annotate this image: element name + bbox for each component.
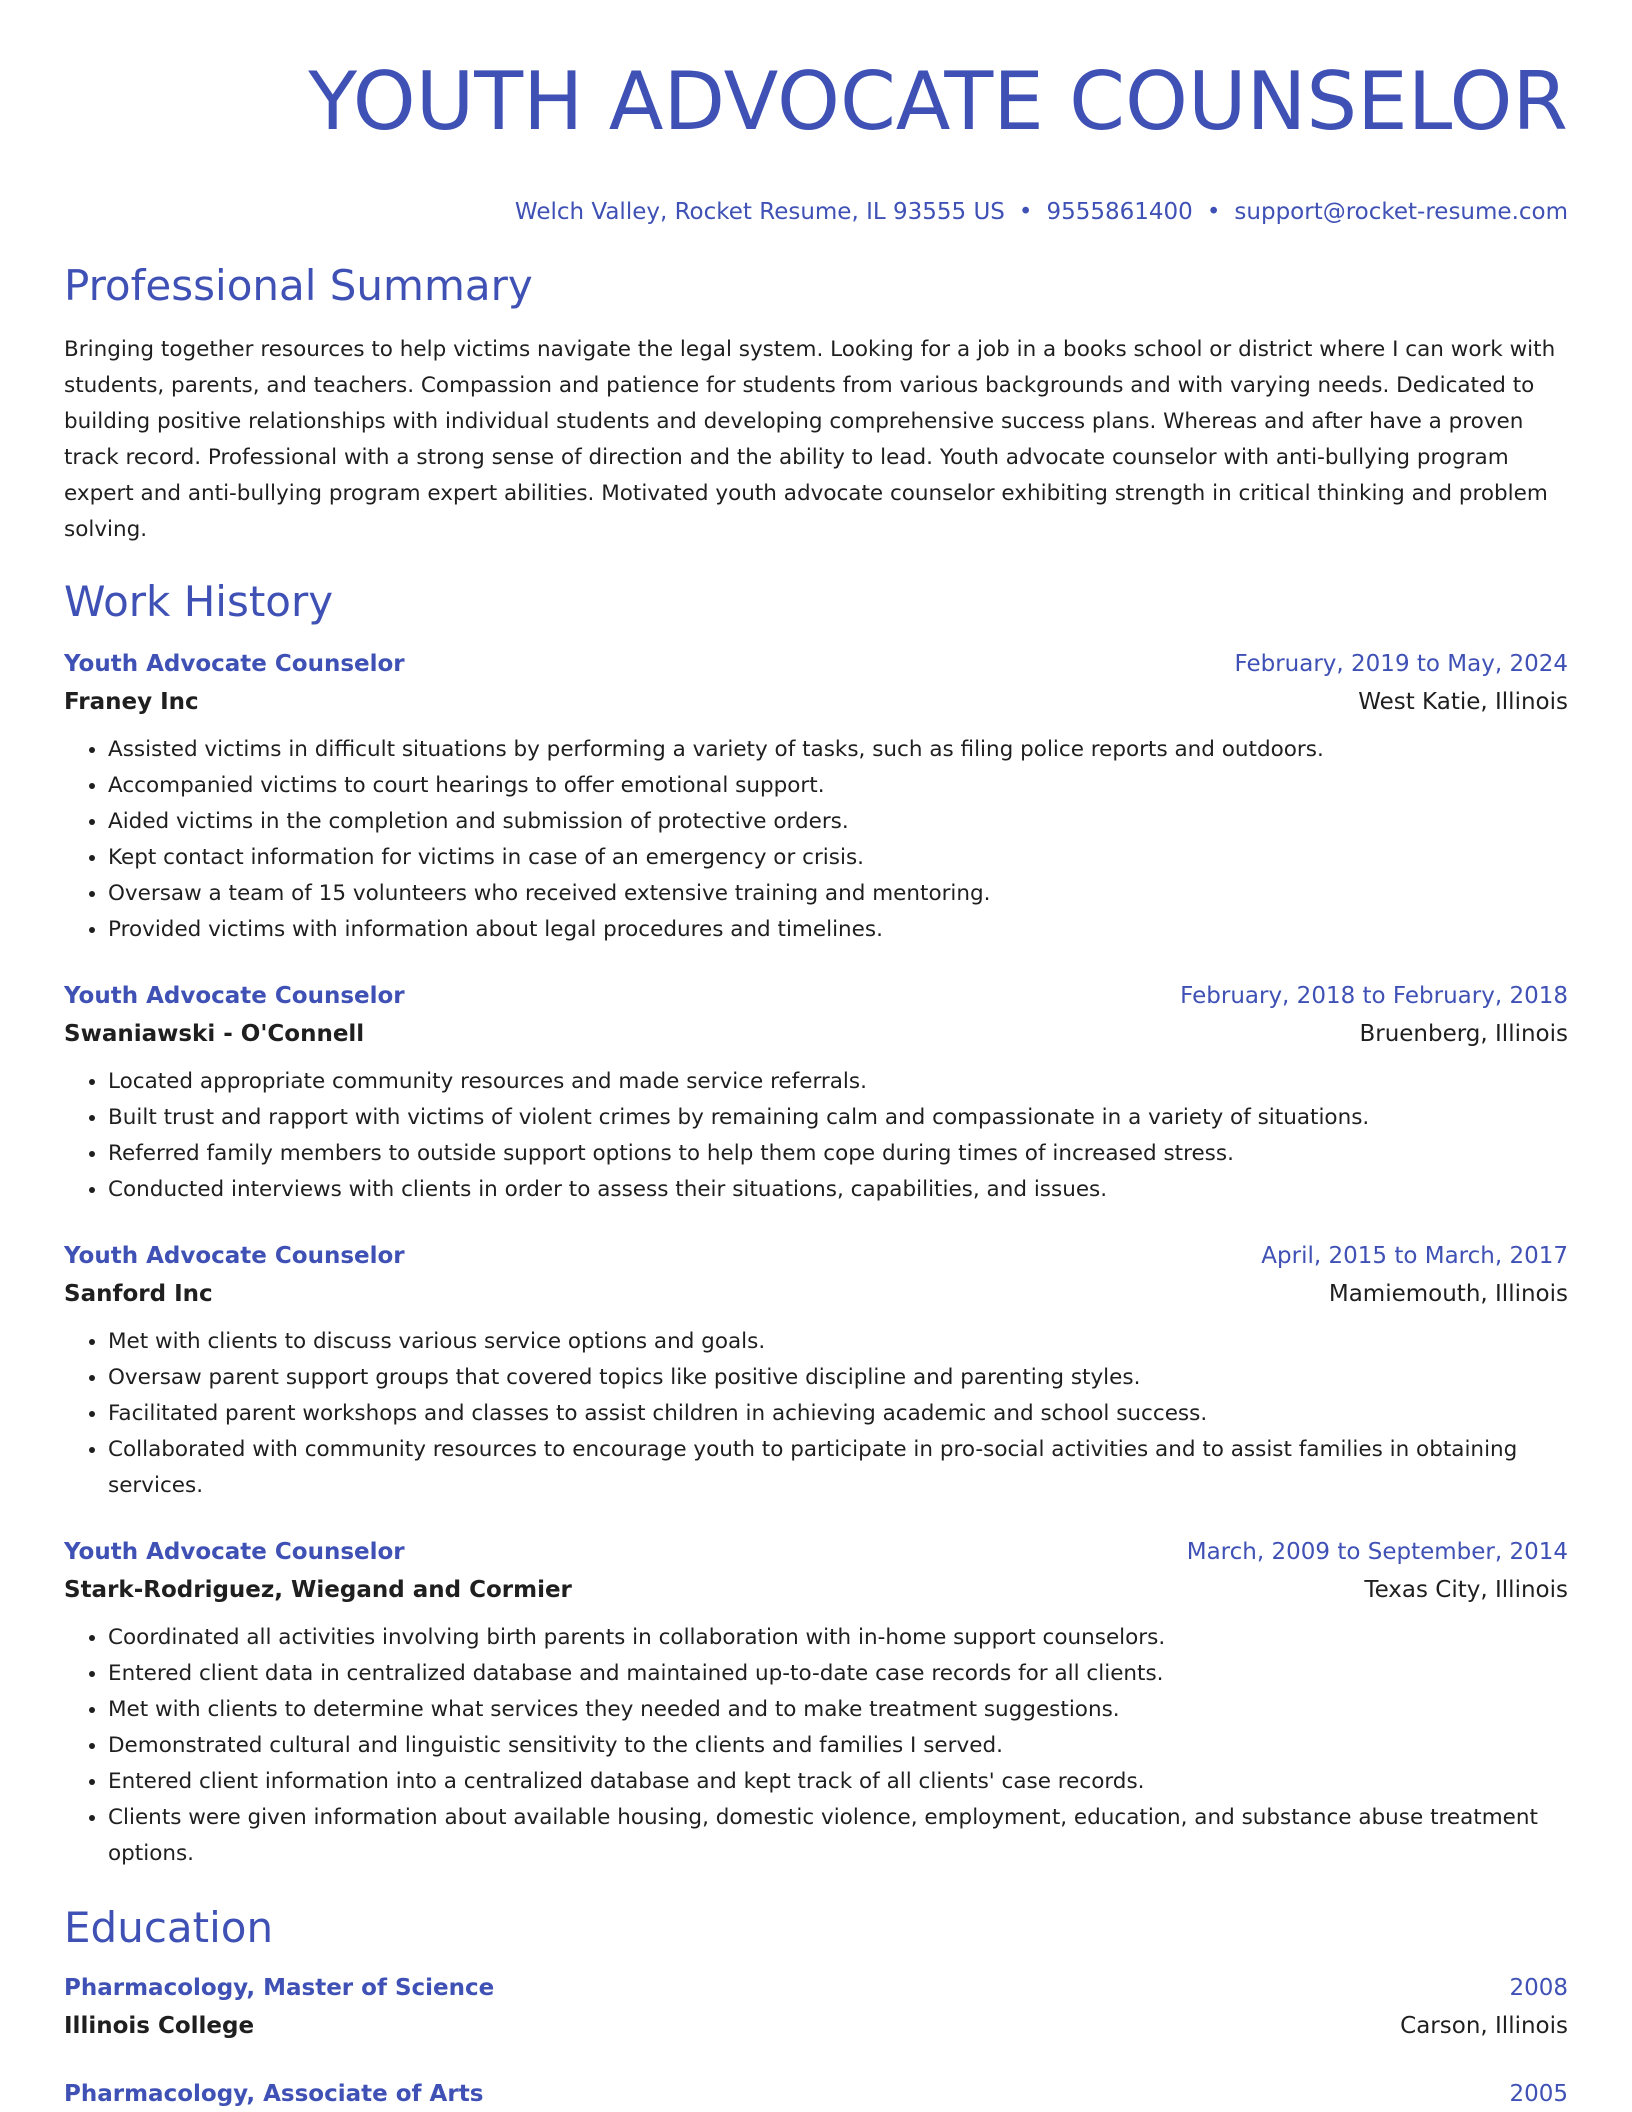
contact-email: support@rocket-resume.com bbox=[1234, 199, 1568, 225]
job-title: Youth Advocate Counselor bbox=[64, 983, 405, 1009]
work-history-heading: Work History bbox=[64, 577, 334, 626]
education-degree-row bbox=[64, 1970, 1568, 2006]
job-bullet: • Located appropriate community resources and made service referrals. bbox=[108, 1064, 1568, 1100]
job-bullet: • Oversaw a team of 15 volunteers who received extensive training and mentoring. bbox=[108, 876, 1568, 912]
job-company: Stark-Rodriguez, Wiegand and Cormier bbox=[64, 1577, 572, 1603]
job-bullet: • Aided victims in the completion and submission of protective orders. bbox=[108, 804, 1568, 840]
job-location: Mamiemouth, Illinois bbox=[1328, 1281, 1568, 1307]
contact-phone: 9555861400 bbox=[1046, 199, 1193, 225]
job-bullet: • Assisted victims in difficult situations by performing a variety of tasks, such as filing police reports and outdoors. bbox=[108, 732, 1568, 768]
job-company-row bbox=[64, 1274, 1568, 1314]
contact-address: Welch Valley, Rocket Resume, IL 93555 US bbox=[514, 199, 1005, 225]
job-bullet: • Clients were given information about available housing, domestic violence, employment, education, and substance abuse treatment options. bbox=[108, 1800, 1568, 1872]
job-bullet: • Demonstrated cultural and linguistic sensitivity to the clients and families I served. bbox=[108, 1728, 1568, 1764]
job-dates: March, 2009 to September, 2014 bbox=[1186, 1539, 1568, 1565]
education-school: Illinois College bbox=[64, 2013, 255, 2039]
job-company-row bbox=[64, 682, 1568, 722]
education-degree: Pharmacology, Master of Science bbox=[64, 1975, 495, 2001]
job-title-row bbox=[64, 1238, 1568, 1274]
job-title-row bbox=[64, 1534, 1568, 1570]
job-company: Sanford Inc bbox=[64, 1281, 213, 1307]
candidate-name: YOUTH ADVOCATE COUNSELOR bbox=[308, 55, 1568, 148]
education-location: Carson, Illinois bbox=[1400, 2013, 1568, 2039]
job-entry bbox=[64, 1238, 1568, 1504]
job-bullet: • Collaborated with community resources to encourage youth to participate in pro-social activities and to assist families in obtaining services. bbox=[108, 1432, 1568, 1504]
job-dates: April, 2015 to March, 2017 bbox=[1261, 1243, 1568, 1269]
job-title-row bbox=[64, 646, 1568, 682]
job-bullet: • Referred family members to outside support options to help them cope during times of increased stress. bbox=[108, 1136, 1568, 1172]
summary-heading: Professional Summary bbox=[64, 261, 533, 310]
job-entry bbox=[64, 646, 1568, 948]
job-company-row bbox=[64, 1570, 1568, 1610]
summary-text: Bringing together resources to help victims navigate the legal system. Looking for a job in a books school or district where I can work with students, parents, and teachers. Compassion and patience for students from various backgrounds and with varying needs. Dedicated to building positive relationships with individual students and developing comprehensive success plans. Whereas and after have a proven track record. Professional with a strong sense of direction and the ability to lead. Youth advocate counselor with anti-bullying program expert and anti-bullying program expert abilities. Motivated youth advocate counselor exhibiting strength in critical thinking and problem solving. bbox=[64, 337, 1556, 542]
job-company: Swaniawski - O'Connell bbox=[64, 1021, 365, 1047]
job-bullet: • Accompanied victims to court hearings to offer emotional support. bbox=[108, 768, 1568, 804]
job-dates: February, 2018 to February, 2018 bbox=[1180, 983, 1568, 1009]
education-entry bbox=[64, 2076, 1568, 2112]
contact-separator: • bbox=[1206, 199, 1221, 225]
job-bullet: • Met with clients to discuss various service options and goals. bbox=[108, 1324, 1568, 1360]
job-dates: February, 2019 to May, 2024 bbox=[1234, 651, 1568, 677]
job-bullets bbox=[64, 1064, 1568, 1208]
job-title: Youth Advocate Counselor bbox=[64, 651, 405, 677]
job-bullets bbox=[64, 1324, 1568, 1504]
contact-line bbox=[64, 196, 1568, 228]
job-entry bbox=[64, 978, 1568, 1208]
job-bullet: • Conducted interviews with clients in order to assess their situations, capabilities, and issues. bbox=[108, 1172, 1568, 1208]
job-location: Texas City, Illinois bbox=[1364, 1577, 1568, 1603]
job-bullet: • Met with clients to determine what services they needed and to make treatment suggestions. bbox=[108, 1692, 1568, 1728]
job-bullet: • Kept contact information for victims in case of an emergency or crisis. bbox=[108, 840, 1568, 876]
job-title-row bbox=[64, 978, 1568, 1014]
job-location: West Katie, Illinois bbox=[1358, 689, 1568, 715]
education-school-row bbox=[64, 2006, 1568, 2046]
education-year: 2005 bbox=[1509, 2081, 1568, 2107]
job-entry bbox=[64, 1534, 1568, 1872]
job-bullet: • Entered client information into a centralized database and kept track of all clients' case records. bbox=[108, 1764, 1568, 1800]
job-location: Bruenberg, Illinois bbox=[1359, 1021, 1568, 1047]
job-bullet: • Provided victims with information about legal procedures and timelines. bbox=[108, 912, 1568, 948]
job-bullet: • Built trust and rapport with victims of violent crimes by remaining calm and compassionate in a variety of situations. bbox=[108, 1100, 1568, 1136]
education-degree: Pharmacology, Associate of Arts bbox=[64, 2081, 484, 2107]
education-heading: Education bbox=[64, 1903, 274, 1952]
contact-separator: • bbox=[1018, 199, 1033, 225]
job-bullets bbox=[64, 732, 1568, 948]
job-company: Franey Inc bbox=[64, 689, 199, 715]
job-bullet: • Facilitated parent workshops and classes to assist children in achieving academic and school success. bbox=[108, 1396, 1568, 1432]
job-title: Youth Advocate Counselor bbox=[64, 1243, 405, 1269]
education-degree-row bbox=[64, 2076, 1568, 2112]
job-bullets bbox=[64, 1620, 1568, 1872]
job-title: Youth Advocate Counselor bbox=[64, 1539, 405, 1565]
job-company-row bbox=[64, 1014, 1568, 1054]
job-bullet: • Entered client data in centralized database and maintained up-to-date case records for all clients. bbox=[108, 1656, 1568, 1692]
education-year: 2008 bbox=[1509, 1975, 1568, 2001]
job-bullet: • Oversaw parent support groups that covered topics like positive discipline and parenting styles. bbox=[108, 1360, 1568, 1396]
job-bullet: • Coordinated all activities involving birth parents in collaboration with in-home support counselors. bbox=[108, 1620, 1568, 1656]
education-entry bbox=[64, 1970, 1568, 2046]
